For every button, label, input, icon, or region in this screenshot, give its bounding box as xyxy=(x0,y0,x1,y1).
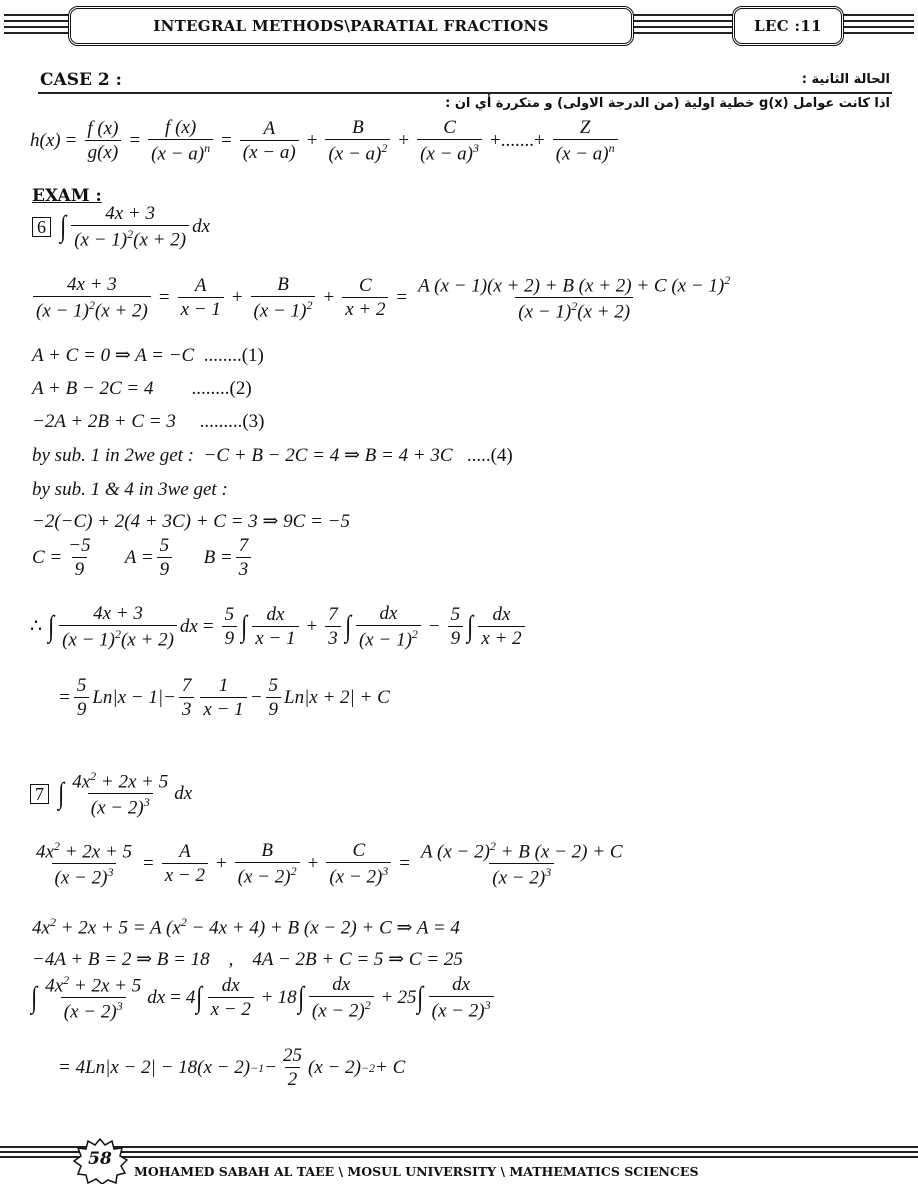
page-number: 58 xyxy=(88,1149,112,1169)
exam-label: EXAM : xyxy=(32,186,102,206)
example-7-result: = 4Ln|x − 2| − 18(x − 2) −1 − 25 2 (x − 2) −2 + C xyxy=(58,1045,406,1090)
case-label: CASE 2 : xyxy=(40,70,122,90)
example-6-integral: 6 ∫ 4x + 3 $(x - 1)^2(x + 2)$ dx xyxy=(32,204,210,249)
general-formula: h(x) = $\frac{f (x)}{g(x)}$ = $\frac{f (x)}{(x - a)^n}$ = $\frac{A}{(x - a)}$ + $\frac{B}{(x - a)^2}$ + $\frac{C}{(x - a)^3}$ +.......+ $\frac{Z}{(x - a)^n}$ xyxy=(30,118,621,163)
footer-text: MOHAMED SABAH AL TAEE \ MOSUL UNIVERSITY \ MATHEMATICS SCIENCES xyxy=(134,1164,699,1179)
equation-2: A + B − 2C = 4 ........(2) xyxy=(32,378,252,399)
page-number-seal xyxy=(72,1138,128,1184)
substitution-line-2: by sub. 1 & 4 in 3we get : xyxy=(32,479,228,500)
example-6-integral-split: ∴ ∫ $\frac{4x + 3}{(x - 1)^2(x + 2)}$ dx = $\frac{5}{9}$ ∫ dx x − 1 + $\frac{7}{3}$ ∫ dx $(x - 1)^2$ − $\frac{5}{9}$ ∫ dx x + 2 xyxy=(30,604,528,649)
example-6-result: = 5 9 Ln|x − 1|− 7 3 1 x − 1 − 5 9 Ln|x + 2| + C xyxy=(58,675,390,720)
equation-solve-c: −2(−C) + 2(4 + 3C) + C = 3 ⇒ 9C = −5 xyxy=(32,511,350,532)
example-number: 6 xyxy=(32,217,51,237)
example-7-decomposition: $\frac{4x^2 + 2x + 5}{(x - 2)^3}$ = $\frac{A}{x - 2}$ + $\frac{B}{(x - 2)^2}$ + $\frac{C}{(x - 2)^3}$ = $\frac{A (x - 2)^2 + B (x - 2) + C}{(x - 2)^3}$ xyxy=(36,839,623,889)
example-7-coefficients: −4A + B = 2 ⇒ B = 18 , 4A − 2B + C = 5 ⇒ C = 25 xyxy=(32,949,463,970)
substitution-line-1: by sub. 1 in 2we get : −C + B − 2C = 4 ⇒ B = 4 + 3C .....(4) xyxy=(32,445,513,466)
example-7-integral: 7 ∫ $4x^2 + 2x + 5$ $(x - 2)^3$ dx xyxy=(30,770,192,818)
lecture-number: LEC :11 xyxy=(732,6,844,46)
equation-1: A + C = 0 ⇒ A = −C ........(1) xyxy=(32,345,264,366)
arabic-case-description: اذا كانت عوامل (g(x خطية اولية (من الدرجة الاولى) و متكررة أي ان : xyxy=(445,96,890,111)
example-7-integral-split: ∫ $\frac{4x^2 + 2x + 5}{(x - 2)^3}$ dx = 4 ∫ dx x − 2 + 18 ∫ dx $(x - 2)^2$ + 25 ∫ dx $(x - 2)^3$ xyxy=(30,974,497,1022)
footer-rule xyxy=(0,1146,918,1160)
header-title: INTEGRAL METHODS\PARATIAL FRACTIONS xyxy=(68,6,634,46)
example-7-expand: $4x^2 + 2x + 5 = A$ $(x^2 - 4x + 4) + B$ (x − 2) + C ⇒ A = 4 xyxy=(32,915,460,939)
case-underline xyxy=(38,92,892,94)
example-number: 7 xyxy=(30,784,49,804)
coefficient-values: C = −5 9 A = 5 9 B = 7 3 xyxy=(32,536,254,579)
arabic-case-title: الحالة الثانية : xyxy=(801,72,890,87)
equation-3: −2A + 2B + C = 3 .........(3) xyxy=(32,411,265,432)
example-6-decomposition: $\frac{4x + 3}{(x - 1)^2(x + 2)}$ = $\frac{A}{x - 1}$ + $\frac{B}{(x - 1)^2}$ + $\frac{C}{x + 2}$ = $\frac{A (x - 1)(x + 2) + B (x + 2) + C (x - 1)^2}{(x - 1)^2(x + 2)}$ xyxy=(30,274,736,322)
